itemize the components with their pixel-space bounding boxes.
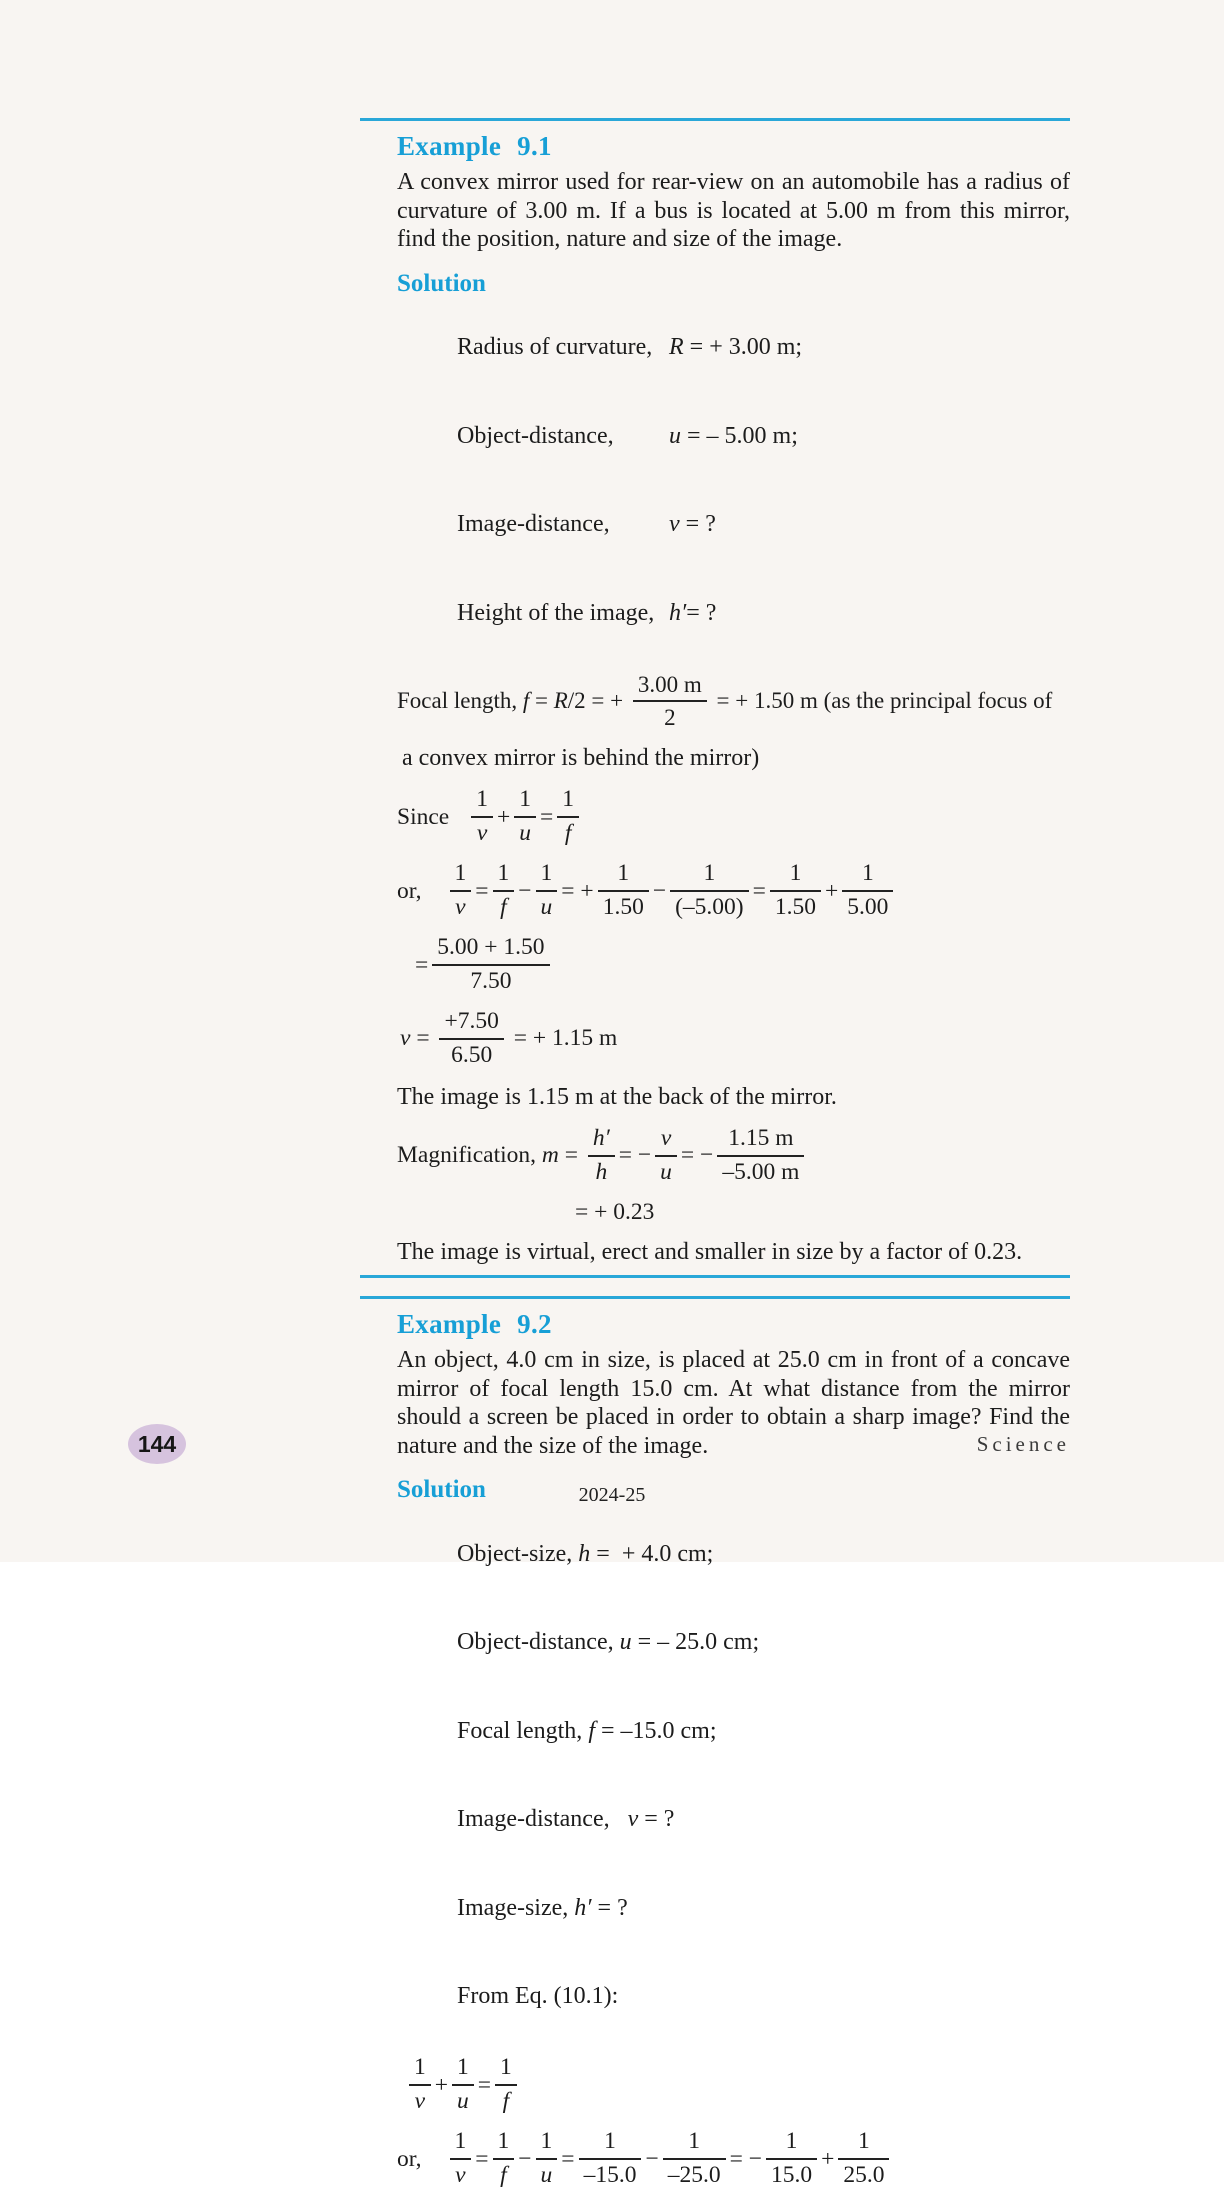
fraction: $\frac{1}{u}$ [536, 861, 558, 921]
fraction: $\frac{1}{1.50}$ [598, 861, 649, 921]
example-9-2-solution-heading: Solution [397, 1476, 486, 1504]
fraction: $\frac{1}{f}$ [495, 2055, 517, 2115]
image-position-note: The image is 1.15 m at the back of the mirror. [397, 1084, 837, 1111]
example-9-1-solution-heading: Solution [397, 269, 486, 297]
fraction: $\frac{1}{v}$ [450, 2129, 472, 2189]
fraction: $\frac{1}{v}$ [471, 787, 493, 847]
fraction: $\frac{1}{v}$ [450, 861, 472, 921]
equation-or-expanded: or, $\frac{1}{v}$ = $\frac{1}{f}$ − $\frac{1}{u}$ = + $\frac{1}{1.50}$ − $\frac{1}{(-5.00)}$ = $\frac{1}{1.50}$ + $\frac{1}{5.00}$ [397, 861, 1070, 921]
focal-length-continuation: a convex mirror is behind the mirror) [402, 745, 760, 772]
section-gap [360, 1278, 1070, 1296]
magnification-result: = + 0.23 [575, 1198, 655, 1225]
fraction: $\frac{1}{-15.0}$ [579, 2129, 642, 2189]
decl-focal-length: Focal length, f = –15.0 cm; [457, 1717, 717, 1744]
fraction: $\frac{1}{f}$ [493, 861, 515, 921]
decl-image-distance-2: Image-distance, v = ? [457, 1806, 675, 1833]
fraction: $\frac{1}{-25.0}$ [663, 2129, 726, 2189]
page-number-badge [128, 1424, 186, 1464]
equation-focal-length: Focal length, f = R/2 = + $\frac{3.00 m}{2}$ = + 1.50 m (as the principal focus of [397, 671, 1053, 730]
page-number: 144 [137, 1430, 177, 1457]
content-column [360, 118, 1070, 2203]
equation-mirror-formula-2: $\frac{1}{v}$ + $\frac{1}{u}$ = $\frac{1}{f}$ [405, 2055, 1070, 2115]
decl-image-size: Image-size, h′ = ? [457, 1894, 628, 1921]
example-9-1-conclusion: The image is virtual, erect and smaller in size by a factor of 0.23. [397, 1239, 1023, 1266]
decl-object-distance: Object-distance, u = – 5.00 m; [457, 422, 798, 449]
example-9-2-declarations [360, 1510, 1070, 2041]
decl-image-distance: Image-distance, v = ? [457, 511, 716, 537]
equation-sum-step: = $\frac{5.00 + 1.50}{7.50}$ [415, 935, 1070, 995]
decl-from-eq: From Eq. (10.1): [457, 1983, 619, 2010]
fraction: $\frac{1}{u}$ [514, 787, 536, 847]
fraction: $\frac{1}{u}$ [536, 2129, 558, 2189]
example-9-2-problem: An object, 4.0 cm in size, is placed at 25.0 cm in front of a concave mirror of focal length 15.0 cm. At what distance from the mirror should a screen be placed in order to obtain a sharp image? Find the nature and the size of the image. [397, 1347, 1070, 1459]
example-9-2-section [360, 1296, 1070, 2189]
fraction: $\frac{1}{5.00}$ [842, 861, 893, 921]
decl-object-distance-2: Object-distance, u = – 25.0 cm; [457, 1629, 760, 1656]
footer-edition-label: 2024-25 [578, 1484, 646, 1506]
fraction: $\frac{3.00 m}{2}$ [633, 672, 707, 731]
fraction: $\frac{1}{f}$ [557, 787, 579, 847]
example-9-1-title: Example 9.1 [397, 131, 552, 161]
equation-magnification: Magnification, m = $\frac{h'}{h}$ = − $\frac{v}{u}$ = − $\frac{1.15 m}{-5.00 m}$ [397, 1126, 1070, 1186]
fraction: $\frac{1}{1.50}$ [770, 861, 821, 921]
footer-subject-label: Science [976, 1432, 1070, 1456]
equation-or-expanded-2: or, $\frac{1}{v}$ = $\frac{1}{f}$ − $\frac{1}{u}$ = $\frac{1}{-15.0}$ − $\frac{1}{-25.0}$ = − $\frac{1}{15.0}$ + $\frac{1}{25.0}$ [397, 2129, 1070, 2189]
section-rule-top-2 [360, 1296, 1070, 1299]
equation-mirror-formula: Since $\frac{1}{v}$ + $\frac{1}{u}$ = $\frac{1}{f}$ [397, 787, 1070, 847]
equation-image-distance-result: v = $\frac{+7.50}{6.50}$ = + 1.15 m [400, 1008, 618, 1069]
fraction: $\frac{1.15 m}{-5.00 m}$ [717, 1126, 804, 1186]
fraction: $\frac{1}{u}$ [452, 2055, 474, 2115]
fraction: $\frac{1}{25.0}$ [838, 2129, 889, 2189]
decl-radius: Radius of curvature, R = + 3.00 m; [457, 334, 803, 360]
fraction: $\frac{+7.50}{6.50}$ [439, 1009, 503, 1069]
example-9-1-problem: A convex mirror used for rear-view on an automobile has a radius of curvature of 3.00 m. If a bus is located at 5.00 m from this mirror, find the position, nature and size of the image. [397, 169, 1070, 252]
example-9-1-section [360, 118, 1070, 1278]
section-rule-top [360, 118, 1070, 121]
fraction: $\frac{v}{u}$ [655, 1126, 677, 1186]
example-9-2-title: Example 9.2 [397, 1309, 552, 1340]
fraction: $\frac{5.00 + 1.50}{7.50}$ [432, 935, 549, 995]
fraction: $\frac{1}{v}$ [409, 2055, 431, 2115]
decl-object-size: Object-size, h = + 4.0 cm; [457, 1540, 714, 1567]
fraction: $\frac{1}{15.0}$ [766, 2129, 817, 2189]
fraction: $\frac{h'}{h}$ [588, 1126, 615, 1186]
decl-image-height: Height of the image, h′= ? [457, 599, 717, 626]
example-9-1-declarations [360, 304, 1070, 658]
fraction: $\frac{1}{(-5.00)}$ [670, 861, 749, 921]
fraction: $\frac{1}{f}$ [493, 2129, 515, 2189]
